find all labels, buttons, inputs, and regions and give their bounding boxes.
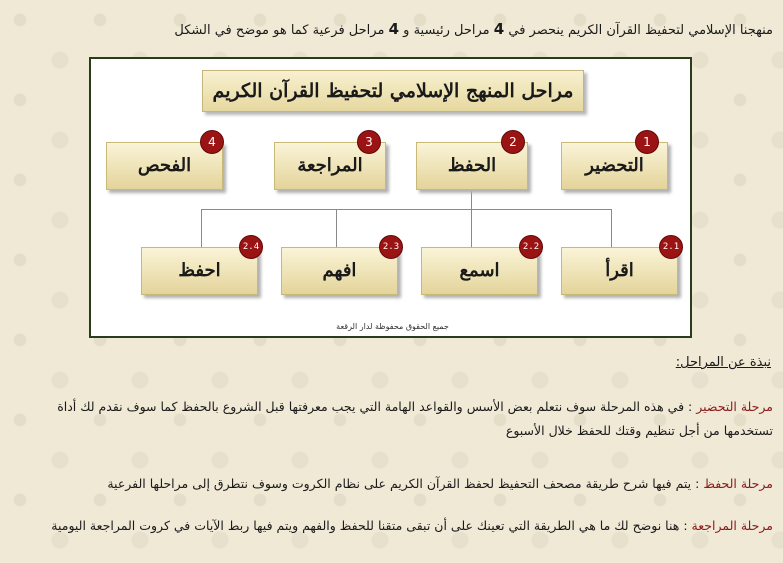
sub-step-3-label: افهم — [322, 260, 357, 281]
main-step-1-label: التحضير — [585, 155, 644, 176]
about-item-2 — [10, 472, 773, 496]
sub-step-1[interactable] — [561, 242, 680, 295]
about-item-2-text: : يتم فيها شرح طريقة مصحف التحفيظ لحفظ القرآن الكريم على نظام الكروت وسوف نتطرق إلى مراحلها الفرعية — [107, 476, 704, 491]
main-step-4[interactable] — [106, 135, 223, 190]
sub-step-2-label: اسمع — [459, 260, 500, 281]
sub-step-2[interactable] — [421, 242, 540, 295]
copyright-text: جميع الحقوق محفوظة لدار الرقعة — [336, 322, 449, 331]
connector-drop-2 — [471, 209, 472, 247]
sub-step-4-badge: 2.4 — [239, 235, 263, 259]
main-step-1[interactable] — [561, 135, 668, 190]
intro-after: مراحل فرعية كما هو موضح في الشكل — [174, 23, 385, 38]
intro-before: منهجنا الإسلامي لتحفيظ القرآن الكريم ينحصر في — [508, 23, 773, 38]
connector-drop-4 — [201, 209, 202, 247]
stages-diagram — [89, 57, 692, 338]
main-count: 4 — [493, 20, 505, 38]
main-step-2[interactable] — [416, 135, 528, 190]
sub-step-1-label: اقرأ — [605, 260, 634, 281]
about-item-3-term: مرحلة المراجعة — [691, 518, 773, 533]
about-item-3 — [10, 514, 773, 538]
intro-text — [73, 20, 773, 38]
diagram-title: مراحل المنهج الإسلامي لتحفيظ القرآن الكريم — [202, 70, 584, 112]
main-step-2-badge: 2 — [501, 130, 525, 154]
main-step-3-label: المراجعة — [297, 155, 363, 176]
sub-step-4-label: احفظ — [178, 260, 221, 281]
sub-step-2-badge: 2.2 — [519, 235, 543, 259]
main-step-3[interactable] — [274, 135, 386, 190]
sub-step-1-badge: 2.1 — [659, 235, 683, 259]
main-step-3-badge: 3 — [357, 130, 381, 154]
about-item-3-text: : هنا نوضح لك ما هي الطريقة التي تعينك على أن تبقى متقنا للحفظ والفهم ويتم فيها ربط الآيات في كروت المراجعة اليومية — [51, 518, 692, 533]
main-step-2-label: الحفظ — [447, 155, 497, 176]
connector-drop-3 — [336, 209, 337, 247]
about-heading: نبذة عن المراحل: — [675, 355, 771, 370]
main-step-4-badge: 4 — [200, 130, 224, 154]
about-item-1-term: مرحلة التحضير — [696, 399, 773, 414]
sub-step-3[interactable] — [281, 242, 400, 295]
about-item-1-text: : في هذه المرحلة سوف نتعلم بعض الأسس والقواعد الهامة التي يجب معرفتها قبل الشروع بالحفظ كما سوف نقدم لك أداة تستخدمها من أجل تنظيم وقتك للحفظ خلال الأسبوع — [57, 399, 773, 438]
connector-horizontal — [201, 209, 611, 210]
main-step-4-label: الفحص — [137, 155, 192, 176]
sub-step-4[interactable] — [141, 242, 260, 295]
sub-step-3-badge: 2.3 — [379, 235, 403, 259]
connector-vertical — [471, 191, 472, 209]
about-item-1 — [10, 395, 773, 443]
sub-count: 4 — [388, 20, 400, 38]
about-item-2-term: مرحلة الحفظ — [703, 476, 773, 491]
main-step-1-badge: 1 — [635, 130, 659, 154]
connector-drop-1 — [611, 209, 612, 247]
intro-mid: مراحل رئيسية و — [403, 23, 490, 38]
